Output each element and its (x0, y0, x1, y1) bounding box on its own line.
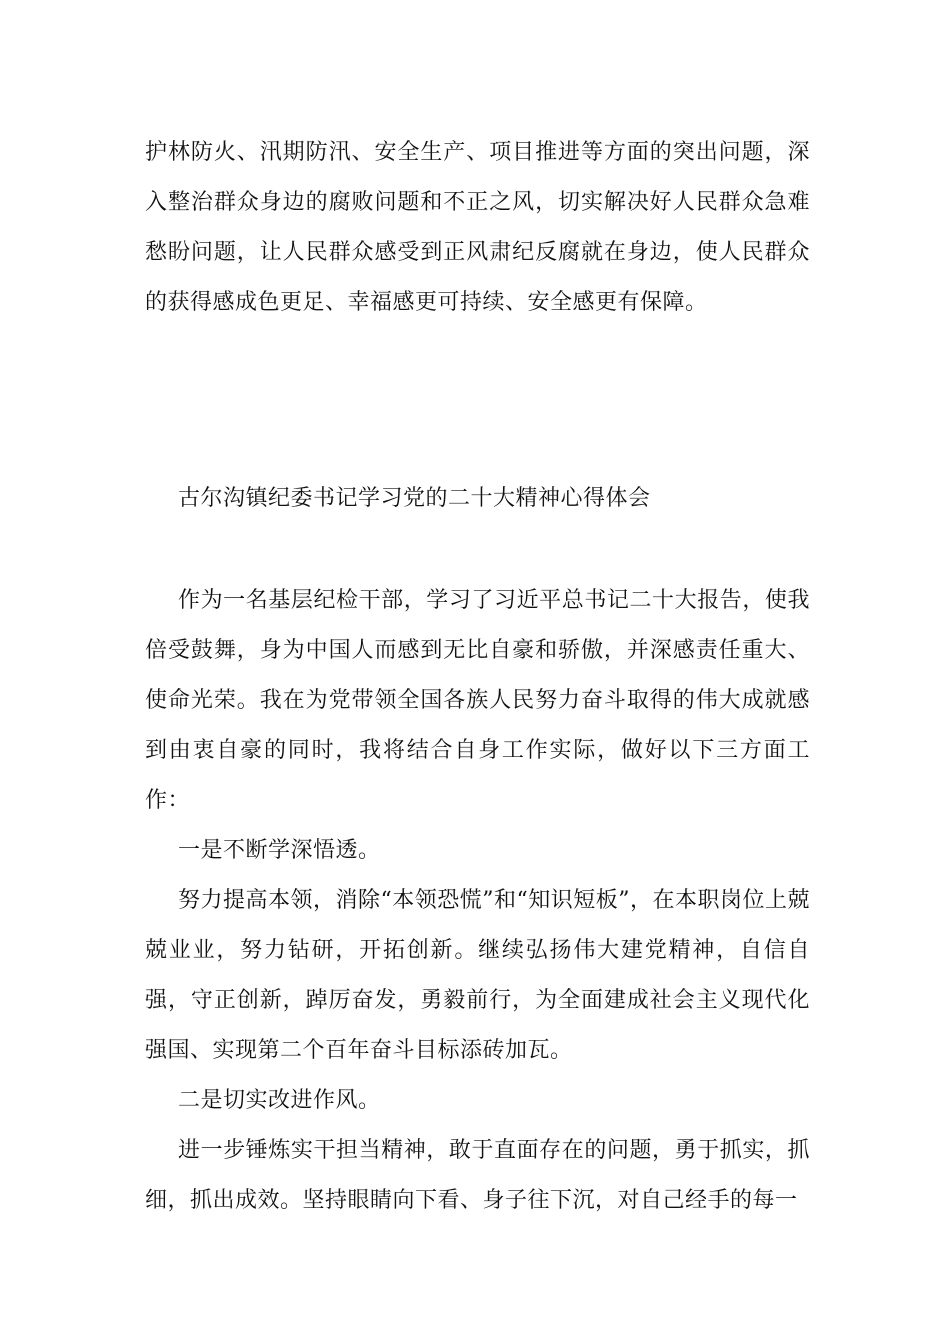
body-block (145, 576, 810, 1226)
body-paragraph-1: 努力提高本领，消除“本领恐慌”和“知识短板”，在本职岗位上兢兢业业，努力钻研，开拓创新。继续弘扬伟大建党精神，自信自强，守正创新，踔厉奋发，勇毅前行，为全面建成社会主义现代化强国、实现第二个百年奋斗目标添砖加瓦。 (145, 888, 810, 1063)
document-title: 古尔沟镇纪委书记学习党的二十大精神心得体会 (178, 486, 651, 511)
section-heading-1: 一是不断学深悟透。 (178, 838, 381, 863)
section-heading-2: 二是切实改进作风。 (178, 1088, 381, 1113)
body-paragraph-intro: 作为一名基层纪检干部，学习了习近平总书记二十大报告，使我倍受鼓舞，身为中国人而感到无比自豪和骄傲，并深感责任重大、使命光荣。我在为党带领全国各族人民努力奋斗取得的伟大成就感到由衷自豪的同时，我将结合自身工作实际，做好以下三方面工作： (145, 588, 810, 813)
continuation-block (145, 128, 810, 328)
continuation-paragraph: 护林防火、汛期防汛、安全生产、项目推进等方面的突出问题，深入整治群众身边的腐败问题和不正之风，切实解决好人民群众急难愁盼问题，让人民群众感受到正风肃纪反腐就在身边，使人民群众的获得感成色更足、幸福感更可持续、安全感更有保障。 (145, 140, 810, 315)
body-paragraph-2: 进一步锤炼实干担当精神，敢于直面存在的问题，勇于抓实，抓细，抓出成效。坚持眼睛向下看、身子往下沉，对自己经手的每一 (145, 1138, 810, 1213)
